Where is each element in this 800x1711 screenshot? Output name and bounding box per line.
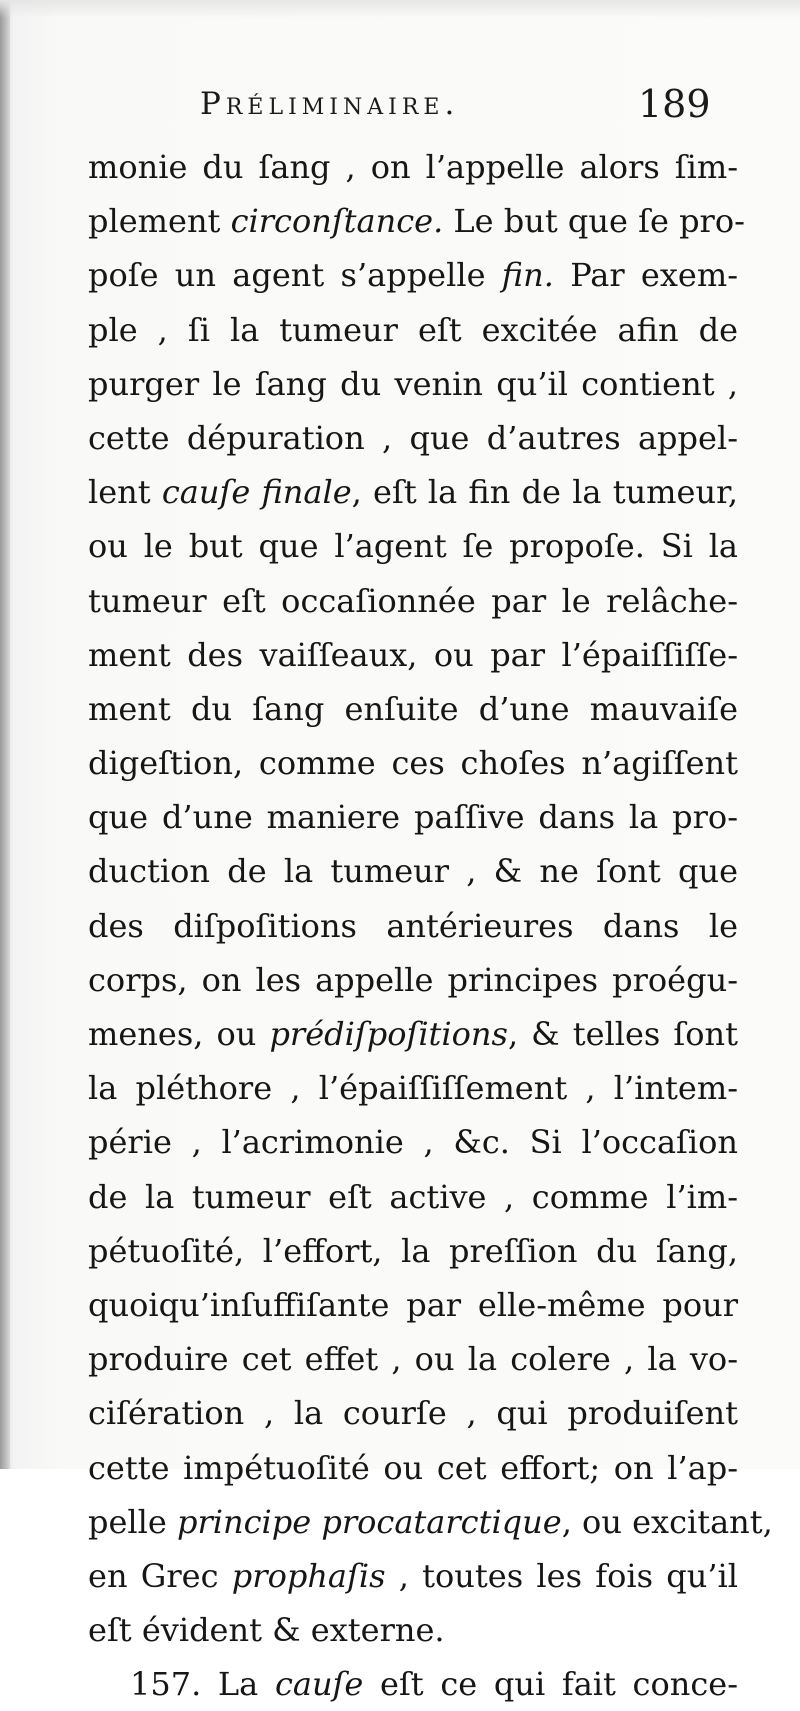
text-run: périe , l’acrimonie , &c. Si l’occaſion (88, 1123, 738, 1162)
text-line (88, 1278, 738, 1332)
text-run: cette impétuoſité ou cet effort; on l’ap- (88, 1448, 738, 1487)
text-run: corps, on les appelle principes proégu- (88, 960, 738, 999)
text-run: 157. La (130, 1665, 275, 1704)
text-run: plement (88, 202, 231, 241)
text-line (88, 411, 738, 465)
text-line (88, 194, 745, 248)
text-line (88, 682, 738, 736)
text-run: produire cet effet , ou la colere , la vo- (88, 1340, 738, 1379)
text-run: , ou excitant, (561, 1502, 773, 1541)
text-line (88, 1170, 738, 1224)
text-run: cette dépuration , que d’autres appel- (88, 418, 738, 457)
page-gutter-shadow (0, 0, 10, 1469)
text-run: digeſtion, comme ces choſes n’agiſſent (88, 744, 738, 783)
italic-term: fin. (501, 256, 554, 295)
text-line (88, 519, 738, 573)
body-text (88, 140, 773, 1711)
text-line (88, 140, 738, 194)
text-line (88, 790, 738, 844)
italic-term: prédiſpoſitions (269, 1015, 508, 1053)
text-line (88, 1549, 738, 1603)
text-run: lent (88, 473, 162, 512)
text-line (88, 1115, 738, 1169)
text-run: , toutes les fois qu’il (385, 1556, 739, 1595)
text-line (88, 844, 738, 898)
text-line (88, 465, 738, 519)
text-run: monie du ſang , on l’appelle alors ſim- (88, 148, 738, 186)
text-run: ment du ſang enſuite d’une mauvaiſe (88, 689, 738, 728)
text-run: ou le but que l’agent ſe propoſe. Si la (88, 527, 738, 566)
text-run: , & telles ſont (507, 1015, 739, 1053)
text-line (88, 899, 738, 953)
text-run: des diſpoſitions antérieures dans le (88, 906, 738, 945)
text-line (88, 248, 738, 302)
running-head (200, 82, 740, 132)
text-line (88, 1332, 738, 1386)
text-line (88, 1495, 773, 1549)
text-line (88, 1007, 738, 1061)
page-top-edge (0, 0, 800, 18)
text-run: pelle (88, 1502, 177, 1541)
italic-term: prophaſis (231, 1556, 386, 1595)
text-run: menes, ou (88, 1015, 270, 1053)
italic-term: cauſe finale (161, 473, 352, 512)
text-run: tumeur eſt occaſionnée par le relâche- (88, 581, 738, 620)
running-title: Préliminaire. (200, 86, 460, 122)
text-line (88, 1603, 738, 1657)
text-line (88, 1657, 738, 1711)
text-run: ciſération , la courſe , qui produiſent (88, 1394, 738, 1433)
text-line (88, 1224, 738, 1278)
text-line (88, 1386, 738, 1440)
italic-term: circonſtance. (230, 202, 444, 241)
text-run: en Grec (88, 1556, 232, 1595)
text-run: Par exem- (553, 256, 739, 295)
text-run: duction de la tumeur , & ne ſont que (88, 852, 738, 891)
text-run: ple , ſi la tumeur eſt excitée afin de (88, 310, 738, 349)
italic-term: cauſe (274, 1665, 364, 1704)
italic-term: principe procatarctique (177, 1502, 562, 1541)
text-run: la pléthore , l’épaiſſiſſement , l’intem- (88, 1069, 738, 1108)
page-number: 189 (638, 82, 711, 126)
text-run: poſe un agent s’appelle (88, 256, 502, 295)
text-run: Le but que ſe pro- (443, 202, 745, 241)
text-line (88, 303, 738, 357)
text-run: de la tumeur eſt active , comme l’im- (88, 1177, 738, 1216)
text-run: que d’une maniere paſſive dans la pro- (88, 798, 738, 837)
text-run: pétuoſité, l’effort, la preſſion du ſang, (88, 1231, 738, 1270)
text-run: eſt ce qui fait conce- (363, 1665, 739, 1704)
text-line (88, 736, 738, 790)
text-line (88, 1441, 738, 1495)
text-line (88, 953, 738, 1007)
text-run: ment des vaiſſeaux, ou par l’épaiſſiſſe- (88, 635, 738, 674)
text-line (88, 628, 738, 682)
text-run: , eſt la fin de la tumeur, (351, 473, 739, 512)
text-line (88, 357, 738, 411)
text-run: eſt évident & externe. (88, 1611, 445, 1650)
text-line (88, 574, 738, 628)
text-line (88, 1061, 738, 1115)
text-run: purger le ſang du venin qu’il contient , (88, 364, 738, 403)
text-run: quoiqu’inſuffiſante par elle-même pour (88, 1285, 738, 1324)
